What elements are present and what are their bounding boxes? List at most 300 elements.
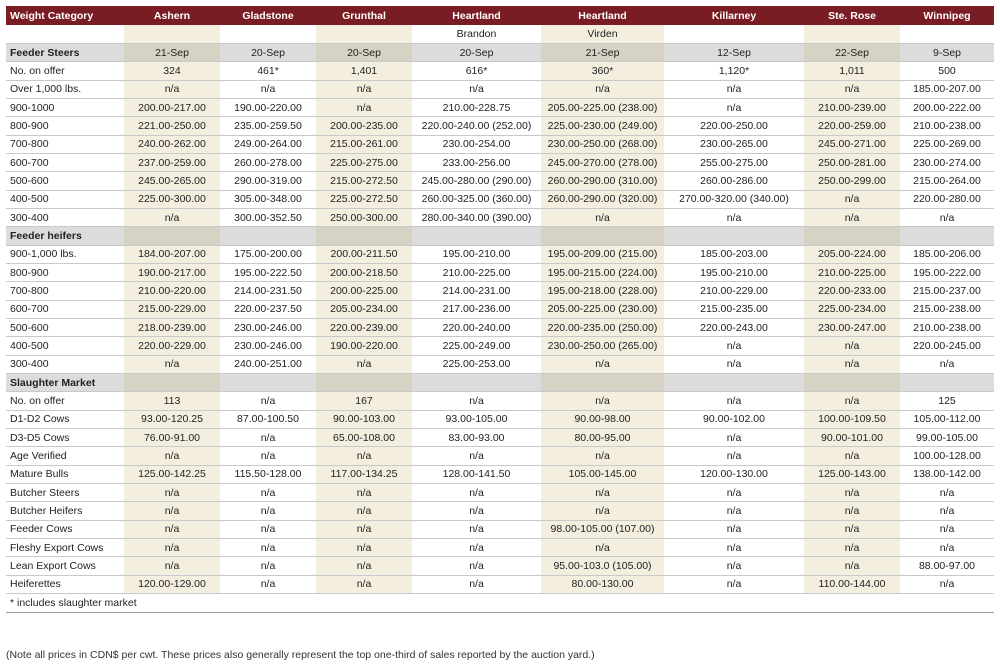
table-row — [6, 117, 994, 135]
price-cell: 120.00-130.00 — [664, 465, 804, 483]
price-cell: 215.00-264.00 — [900, 172, 994, 190]
price-cell: 93.00-105.00 — [412, 410, 541, 428]
header-market: Ste. Rose — [804, 6, 900, 25]
subheader-cell — [804, 25, 900, 43]
price-cell: n/a — [664, 337, 804, 355]
price-cell: n/a — [220, 539, 316, 557]
price-cell: 125.00-142.25 — [124, 465, 220, 483]
price-cell: 210.00-225.00 — [412, 263, 541, 281]
subheader-cell: Virden — [541, 25, 664, 43]
price-cell: 220.00-240.00 (252.00) — [412, 117, 541, 135]
price-cell: n/a — [804, 520, 900, 538]
section-header-row — [6, 374, 994, 392]
price-cell: 190.00-220.00 — [220, 98, 316, 116]
table-row — [6, 153, 994, 171]
section-date-cell — [664, 227, 804, 245]
row-label: Butcher Steers — [6, 484, 124, 502]
price-cell: n/a — [664, 208, 804, 226]
price-cell: 214.00-231.50 — [220, 282, 316, 300]
section-date-cell — [541, 374, 664, 392]
price-cell: n/a — [316, 502, 412, 520]
price-cell: 233.00-256.00 — [412, 153, 541, 171]
price-cell: 215.00-237.00 — [900, 282, 994, 300]
table-row — [6, 575, 994, 593]
price-cell: n/a — [900, 575, 994, 593]
price-cell: 230.00-247.00 — [804, 319, 900, 337]
price-cell: 245.00-271.00 — [804, 135, 900, 153]
price-cell: 195.00-218.00 (228.00) — [541, 282, 664, 300]
price-cell: n/a — [900, 484, 994, 502]
section-date-cell: 22-Sep — [804, 43, 900, 61]
price-cell: 190.00-217.00 — [124, 263, 220, 281]
price-cell: n/a — [412, 520, 541, 538]
price-cell: 90.00-98.00 — [541, 410, 664, 428]
table-row — [6, 447, 994, 465]
price-cell: 250.00-300.00 — [316, 208, 412, 226]
subheader-cell — [900, 25, 994, 43]
price-cell: 210.00-225.00 — [804, 263, 900, 281]
section-date-cell — [124, 374, 220, 392]
price-cell: 245.00-280.00 (290.00) — [412, 172, 541, 190]
price-cell: n/a — [900, 208, 994, 226]
price-cell: 83.00-93.00 — [412, 429, 541, 447]
price-cell: n/a — [541, 355, 664, 373]
price-cell: 225.00-249.00 — [412, 337, 541, 355]
subheader-cell: Brandon — [412, 25, 541, 43]
price-cell: n/a — [664, 447, 804, 465]
price-cell: 215.00-235.00 — [664, 300, 804, 318]
price-cell: 230.00-254.00 — [412, 135, 541, 153]
price-cell: 461* — [220, 62, 316, 80]
price-cell: 214.00-231.00 — [412, 282, 541, 300]
price-cell: 220.00-243.00 — [664, 319, 804, 337]
price-cell: 280.00-340.00 (390.00) — [412, 208, 541, 226]
row-label: Heiferettes — [6, 575, 124, 593]
cattle-price-table — [6, 6, 994, 613]
row-label: Fleshy Export Cows — [6, 539, 124, 557]
table-row — [6, 410, 994, 428]
price-cell: n/a — [220, 557, 316, 575]
table-row — [6, 172, 994, 190]
price-cell: 138.00-142.00 — [900, 465, 994, 483]
section-date-cell — [804, 374, 900, 392]
price-cell: n/a — [541, 80, 664, 98]
table-row — [6, 429, 994, 447]
row-label: 400-500 — [6, 337, 124, 355]
table-row — [6, 539, 994, 557]
price-cell: n/a — [664, 429, 804, 447]
price-cell: 270.00-320.00 (340.00) — [664, 190, 804, 208]
row-label: 700-800 — [6, 282, 124, 300]
price-cell: 225.00-269.00 — [900, 135, 994, 153]
price-cell: 255.00-275.00 — [664, 153, 804, 171]
price-cell: n/a — [900, 520, 994, 538]
section-header-row — [6, 227, 994, 245]
price-cell: n/a — [541, 208, 664, 226]
header-market: Winnipeg — [900, 6, 994, 25]
price-cell: n/a — [664, 392, 804, 410]
price-cell: n/a — [220, 447, 316, 465]
section-date-cell — [664, 374, 804, 392]
price-cell: 113 — [124, 392, 220, 410]
price-cell: n/a — [412, 447, 541, 465]
price-cell: n/a — [220, 392, 316, 410]
row-label: Lean Export Cows — [6, 557, 124, 575]
price-cell: n/a — [124, 208, 220, 226]
price-cell: n/a — [664, 539, 804, 557]
price-cell: n/a — [804, 190, 900, 208]
price-cell: 90.00-102.00 — [664, 410, 804, 428]
subheader-cell — [6, 25, 124, 43]
price-cell: n/a — [664, 484, 804, 502]
row-label: 900-1000 — [6, 98, 124, 116]
price-cell: 105.00-112.00 — [900, 410, 994, 428]
table-row — [6, 190, 994, 208]
price-cell: 185.00-206.00 — [900, 245, 994, 263]
price-cell: 195.00-222.00 — [900, 263, 994, 281]
price-cell: 205.00-225.00 (238.00) — [541, 98, 664, 116]
price-cell: 200.00-211.50 — [316, 245, 412, 263]
price-cell: n/a — [412, 80, 541, 98]
price-cell: 195.00-222.50 — [220, 263, 316, 281]
price-cell: 215.00-261.00 — [316, 135, 412, 153]
price-cell: 225.00-275.00 — [316, 153, 412, 171]
header-market: Grunthal — [316, 6, 412, 25]
price-cell: 185.00-203.00 — [664, 245, 804, 263]
price-cell: n/a — [124, 539, 220, 557]
row-label: Mature Bulls — [6, 465, 124, 483]
section-date-cell: 9-Sep — [900, 43, 994, 61]
row-label: Butcher Heifers — [6, 502, 124, 520]
price-cell: n/a — [804, 484, 900, 502]
price-cell: n/a — [412, 557, 541, 575]
section-date-cell — [316, 374, 412, 392]
section-date-cell — [412, 227, 541, 245]
price-cell: 100.00-109.50 — [804, 410, 900, 428]
price-cell: n/a — [541, 447, 664, 465]
price-cell: 324 — [124, 62, 220, 80]
price-cell: 215.00-272.50 — [316, 172, 412, 190]
price-cell: n/a — [804, 80, 900, 98]
price-cell: n/a — [412, 575, 541, 593]
price-cell: 88.00-97.00 — [900, 557, 994, 575]
row-label: 700-800 — [6, 135, 124, 153]
table-row — [6, 465, 994, 483]
price-cell: 215.00-229.00 — [124, 300, 220, 318]
price-cell: 95.00-103.0 (105.00) — [541, 557, 664, 575]
price-cell: 100.00-128.00 — [900, 447, 994, 465]
header-market: Gladstone — [220, 6, 316, 25]
price-cell: n/a — [412, 539, 541, 557]
price-cell: 218.00-239.00 — [124, 319, 220, 337]
price-cell: n/a — [664, 98, 804, 116]
price-cell: 220.00-237.50 — [220, 300, 316, 318]
section-date-cell — [412, 374, 541, 392]
section-date-cell — [220, 227, 316, 245]
footnote-row — [6, 594, 994, 612]
section-date-cell — [804, 227, 900, 245]
table-body — [6, 43, 994, 612]
price-cell: 195.00-209.00 (215.00) — [541, 245, 664, 263]
price-cell: 195.00-210.00 — [664, 263, 804, 281]
row-label: 800-900 — [6, 263, 124, 281]
price-cell: 220.00-250.00 — [664, 117, 804, 135]
price-cell: 305.00-348.00 — [220, 190, 316, 208]
price-cell: n/a — [316, 484, 412, 502]
header-market: Heartland — [541, 6, 664, 25]
price-cell: 205.00-224.00 — [804, 245, 900, 263]
price-cell: 205.00-234.00 — [316, 300, 412, 318]
price-cell: 230.00-265.00 — [664, 135, 804, 153]
section-header-row — [6, 43, 994, 61]
price-cell: 210.00-229.00 — [664, 282, 804, 300]
price-cell: 237.00-259.00 — [124, 153, 220, 171]
row-label: 600-700 — [6, 153, 124, 171]
header-market: Killarney — [664, 6, 804, 25]
price-cell: n/a — [804, 355, 900, 373]
price-cell: 220.00-280.00 — [900, 190, 994, 208]
price-cell: n/a — [316, 355, 412, 373]
price-cell: 185.00-207.00 — [900, 80, 994, 98]
price-cell: n/a — [900, 355, 994, 373]
price-cell: 230.00-250.00 (265.00) — [541, 337, 664, 355]
price-cell: n/a — [804, 447, 900, 465]
price-cell: 200.00-218.50 — [316, 263, 412, 281]
header-market: Ashern — [124, 6, 220, 25]
price-cell: 225.00-300.00 — [124, 190, 220, 208]
subheader-cell — [664, 25, 804, 43]
subheader-cell — [220, 25, 316, 43]
table-row — [6, 484, 994, 502]
price-cell: 195.00-210.00 — [412, 245, 541, 263]
price-cell: 220.00-229.00 — [124, 337, 220, 355]
subheader-cell — [316, 25, 412, 43]
price-cell: n/a — [541, 539, 664, 557]
table-row — [6, 319, 994, 337]
price-cell: 300.00-352.50 — [220, 208, 316, 226]
price-cell: 99.00-105.00 — [900, 429, 994, 447]
price-cell: 290.00-319.00 — [220, 172, 316, 190]
price-cell: 210.00-238.00 — [900, 319, 994, 337]
section-title: Feeder heifers — [6, 227, 124, 245]
price-cell: 235.00-259.50 — [220, 117, 316, 135]
price-cell: n/a — [124, 484, 220, 502]
table-row — [6, 502, 994, 520]
price-cell: 220.00-239.00 — [316, 319, 412, 337]
section-date-cell — [220, 374, 316, 392]
price-cell: n/a — [541, 484, 664, 502]
price-cell: 220.00-235.00 (250.00) — [541, 319, 664, 337]
price-cell: n/a — [220, 575, 316, 593]
price-cell: 230.00-246.00 — [220, 319, 316, 337]
price-cell: n/a — [412, 392, 541, 410]
header-weight-category: Weight Category — [6, 6, 124, 25]
row-label: D3-D5 Cows — [6, 429, 124, 447]
table-row — [6, 98, 994, 116]
price-cell: n/a — [316, 575, 412, 593]
price-cell: 260.00-290.00 (310.00) — [541, 172, 664, 190]
section-date-cell: 21-Sep — [541, 43, 664, 61]
price-cell: n/a — [900, 502, 994, 520]
price-cell: n/a — [804, 539, 900, 557]
subheader-cell — [124, 25, 220, 43]
price-cell: n/a — [124, 520, 220, 538]
price-cell: 616* — [412, 62, 541, 80]
price-cell: n/a — [804, 557, 900, 575]
price-cell: 260.00-286.00 — [664, 172, 804, 190]
section-title: Slaughter Market — [6, 374, 124, 392]
price-cell: n/a — [124, 557, 220, 575]
price-cell: 175.00-200.00 — [220, 245, 316, 263]
section-date-cell: 21-Sep — [124, 43, 220, 61]
price-cell: 260.00-325.00 (360.00) — [412, 190, 541, 208]
price-cell: 217.00-236.00 — [412, 300, 541, 318]
price-cell: 195.00-215.00 (224.00) — [541, 263, 664, 281]
price-cell: n/a — [220, 80, 316, 98]
price-cell: 115.50-128.00 — [220, 465, 316, 483]
table-row — [6, 245, 994, 263]
price-cell: n/a — [124, 447, 220, 465]
table-row — [6, 300, 994, 318]
price-cell: 120.00-129.00 — [124, 575, 220, 593]
row-label: 500-600 — [6, 172, 124, 190]
price-cell: n/a — [316, 539, 412, 557]
price-cell: 225.00-272.50 — [316, 190, 412, 208]
price-cell: 220.00-240.00 — [412, 319, 541, 337]
table-row — [6, 263, 994, 281]
price-cell: 260.00-278.00 — [220, 153, 316, 171]
table-row — [6, 520, 994, 538]
price-cell: n/a — [412, 484, 541, 502]
row-label: 300-400 — [6, 355, 124, 373]
price-cell: 230.00-274.00 — [900, 153, 994, 171]
price-cell: 90.00-103.00 — [316, 410, 412, 428]
table-row — [6, 392, 994, 410]
price-cell: n/a — [804, 502, 900, 520]
price-cell: 230.00-246.00 — [220, 337, 316, 355]
price-cell: 210.00-220.00 — [124, 282, 220, 300]
price-cell: 250.00-299.00 — [804, 172, 900, 190]
section-date-cell: 20-Sep — [220, 43, 316, 61]
price-cell: 260.00-290.00 (320.00) — [541, 190, 664, 208]
price-cell: 167 — [316, 392, 412, 410]
price-cell: 200.00-225.00 — [316, 282, 412, 300]
price-cell: n/a — [541, 502, 664, 520]
price-cell: n/a — [124, 80, 220, 98]
price-cell: n/a — [220, 520, 316, 538]
table-row — [6, 282, 994, 300]
price-cell: n/a — [804, 392, 900, 410]
price-cell: n/a — [316, 557, 412, 575]
section-date-cell: 20-Sep — [412, 43, 541, 61]
price-cell: 1,011 — [804, 62, 900, 80]
table-header — [6, 6, 994, 43]
price-cell: n/a — [220, 429, 316, 447]
row-label: No. on offer — [6, 392, 124, 410]
price-cell: n/a — [664, 355, 804, 373]
table-row — [6, 135, 994, 153]
table-row — [6, 62, 994, 80]
price-cell: 215.00-238.00 — [900, 300, 994, 318]
price-cell: 125 — [900, 392, 994, 410]
price-cell: 225.00-230.00 (249.00) — [541, 117, 664, 135]
section-date-cell: 12-Sep — [664, 43, 804, 61]
price-cell: 210.00-228.75 — [412, 98, 541, 116]
price-cell: 205.00-225.00 (230.00) — [541, 300, 664, 318]
price-cell: 80.00-130.00 — [541, 575, 664, 593]
price-cell: n/a — [316, 520, 412, 538]
section-date-cell — [541, 227, 664, 245]
price-cell: 245.00-265.00 — [124, 172, 220, 190]
table-row — [6, 337, 994, 355]
section-date-cell — [124, 227, 220, 245]
price-cell: n/a — [664, 575, 804, 593]
price-cell: 500 — [900, 62, 994, 80]
price-cell: 249.00-264.00 — [220, 135, 316, 153]
price-cell: 200.00-222.00 — [900, 98, 994, 116]
price-cell: 184.00-207.00 — [124, 245, 220, 263]
price-cell: 245.00-270.00 (278.00) — [541, 153, 664, 171]
price-cell: 240.00-262.00 — [124, 135, 220, 153]
price-cell: 65.00-108.00 — [316, 429, 412, 447]
row-label: 900-1,000 lbs. — [6, 245, 124, 263]
price-cell: n/a — [900, 539, 994, 557]
price-cell: 220.00-233.00 — [804, 282, 900, 300]
price-cell: n/a — [664, 557, 804, 575]
price-cell: 220.00-245.00 — [900, 337, 994, 355]
price-cell: 125.00-143.00 — [804, 465, 900, 483]
price-cell: n/a — [220, 484, 316, 502]
price-cell: 90.00-101.00 — [804, 429, 900, 447]
price-cell: 225.00-234.00 — [804, 300, 900, 318]
price-cell: n/a — [316, 447, 412, 465]
section-date-cell — [316, 227, 412, 245]
price-cell: 105.00-145.00 — [541, 465, 664, 483]
price-cell: 240.00-251.00 — [220, 355, 316, 373]
price-cell: n/a — [124, 355, 220, 373]
price-note: (Note all prices in CDN$ per cwt. These prices also generally represent the top one-third of sales reported by the auction yard.) — [6, 649, 595, 661]
price-cell: 200.00-217.00 — [124, 98, 220, 116]
price-cell: 250.00-281.00 — [804, 153, 900, 171]
price-cell: 230.00-250.00 (268.00) — [541, 135, 664, 153]
table-row — [6, 355, 994, 373]
row-label: 800-900 — [6, 117, 124, 135]
price-cell: 225.00-253.00 — [412, 355, 541, 373]
table-row — [6, 208, 994, 226]
table-row — [6, 557, 994, 575]
row-label: 400-500 — [6, 190, 124, 208]
row-label: No. on offer — [6, 62, 124, 80]
price-cell: n/a — [316, 98, 412, 116]
price-cell: 221.00-250.00 — [124, 117, 220, 135]
price-cell: 1,120* — [664, 62, 804, 80]
row-label: 500-600 — [6, 319, 124, 337]
row-label: Age Verified — [6, 447, 124, 465]
price-cell: 87.00-100.50 — [220, 410, 316, 428]
price-cell: 93.00-120.25 — [124, 410, 220, 428]
price-cell: 80.00-95.00 — [541, 429, 664, 447]
price-cell: n/a — [124, 502, 220, 520]
price-cell: 210.00-239.00 — [804, 98, 900, 116]
price-cell: n/a — [664, 520, 804, 538]
row-label: 600-700 — [6, 300, 124, 318]
price-cell: 200.00-235.00 — [316, 117, 412, 135]
section-title: Feeder Steers — [6, 43, 124, 61]
price-cell: 360* — [541, 62, 664, 80]
price-cell: 220.00-259.00 — [804, 117, 900, 135]
price-cell: n/a — [664, 502, 804, 520]
row-label: D1-D2 Cows — [6, 410, 124, 428]
